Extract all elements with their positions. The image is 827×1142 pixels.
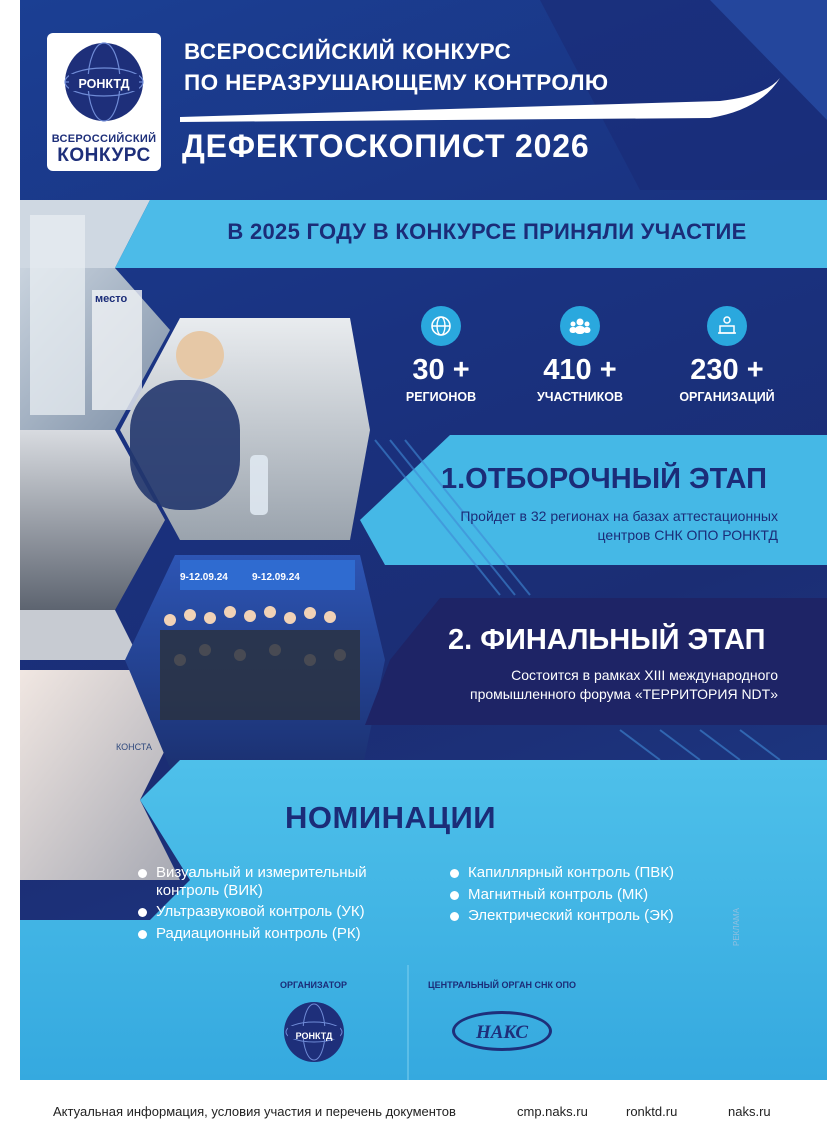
footer-link-naks[interactable]: naks.ru — [728, 1104, 771, 1119]
page-title: ДЕФЕКТОСКОПИСТ 2026 — [182, 128, 590, 164]
nomination-item — [450, 886, 674, 904]
stat-value-participants: 410 + — [543, 354, 617, 386]
nominations-left-list — [138, 864, 367, 946]
stage1-title: 1.ОТБОРОЧНЫЙ ЭТАП — [441, 463, 767, 495]
nomination-vik-line2: контроль (ВИК) — [156, 881, 263, 899]
event-banner-date-2: 9-12.09.24 — [252, 572, 300, 583]
naks-logo — [452, 1011, 552, 1051]
nomination-item — [138, 925, 367, 943]
stage1-description-line1: Пройдет в 32 регионах на базах аттестационных — [460, 508, 778, 524]
participation-banner: В 2025 ГОДУ В КОНКУРСЕ ПРИНЯЛИ УЧАСТИЕ — [227, 219, 747, 244]
footer-link-ronktd[interactable]: ronktd.ru — [626, 1104, 678, 1119]
stat-label-participants: УЧАСТНИКОВ — [536, 390, 624, 404]
award-text: место — [95, 293, 128, 305]
konkurs-logo — [47, 33, 161, 171]
building-icon — [707, 306, 747, 346]
stat-label-regions: РЕГИОНОВ — [405, 390, 477, 404]
stage2-description-line1: Состоится в рамках XIII международного — [511, 667, 778, 683]
nomination-uk: Ультразвуковой контроль (УК) — [156, 903, 365, 920]
central-body-label: ЦЕНТРАЛЬНЫЙ ОРГАН СНК ОПО — [428, 980, 576, 990]
header-line1: ВСЕРОССИЙСКИЙ КОНКУРС — [184, 39, 512, 64]
nomination-pvk: Капиллярный контроль (ПВК) — [468, 864, 674, 881]
naks-logo-text: НАКС — [475, 1022, 529, 1043]
nomination-mk: Магнитный контроль (МК) — [468, 885, 649, 903]
event-sign-text: КОНСТА — [116, 742, 153, 752]
footer-link-cmp[interactable]: cmp.naks.ru — [517, 1104, 588, 1119]
nominations-title: НОМИНАЦИИ — [285, 800, 497, 835]
nomination-ek: Электрический контроль (ЭК) — [468, 907, 674, 924]
logo-subtitle-line2: КОНКУРС — [57, 145, 151, 166]
nomination-item — [138, 864, 367, 899]
nomination-rk: Радиационный контроль (РК) — [156, 924, 361, 942]
stage2-description-line2: промышленного форума «ТЕРРИТОРИЯ NDT» — [469, 686, 778, 702]
nomination-item — [450, 907, 674, 925]
stat-value-regions: 30 + — [412, 354, 470, 386]
footer-info: Актуальная информация, условия участия и перечень документов — [53, 1104, 456, 1119]
people-icon — [560, 306, 600, 346]
nomination-vik-line1: Визуальный и измерительный — [156, 864, 367, 881]
nominations-right-list — [450, 864, 674, 929]
header-line2: ПО НЕРАЗРУШАЮЩЕМУ КОНТРОЛЮ — [184, 70, 609, 95]
nomination-item — [138, 903, 367, 921]
stage1-description-line2: центров СНК ОПО РОНКТД — [597, 527, 778, 543]
stat-label-organizations: ОРГАНИЗАЦИЙ — [679, 390, 775, 404]
stage2-title: 2. ФИНАЛЬНЫЙ ЭТАП — [448, 624, 766, 656]
globe-icon — [421, 306, 461, 346]
event-banner-date-1: 9-12.09.24 — [180, 572, 228, 583]
nomination-item — [450, 864, 674, 882]
organizer-label: ОРГАНИЗАТОР — [280, 980, 347, 990]
ronktd-logo — [284, 1002, 344, 1062]
stat-value-organizations: 230 + — [690, 354, 764, 386]
logo-subtitle-line1: ВСЕРОССИЙСКИЙ — [51, 133, 157, 145]
logo-name: РОНКТД — [78, 77, 130, 91]
poster — [20, 0, 827, 1080]
ad-marking: РЕКЛАМА — [732, 908, 741, 946]
ronktd-logo-text: РОНКТД — [295, 1031, 333, 1041]
